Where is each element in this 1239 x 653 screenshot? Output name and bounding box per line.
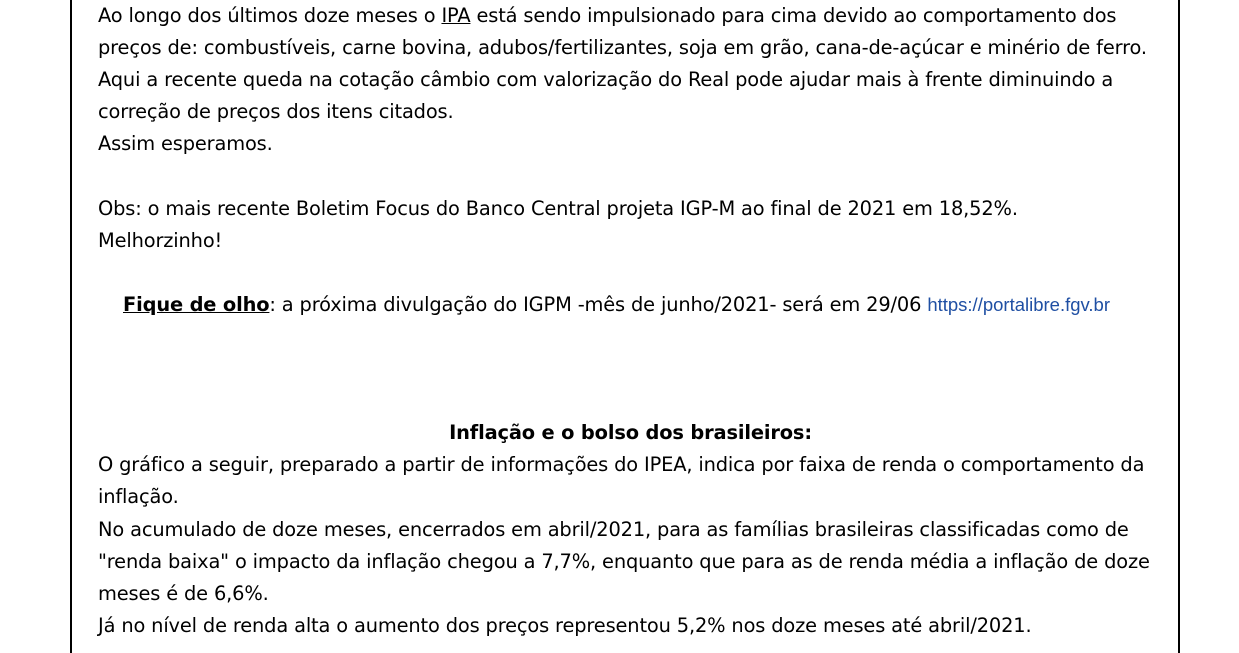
spacer <box>98 353 1163 385</box>
spacer <box>98 385 1163 417</box>
watch-title: Fique de olho <box>123 292 270 316</box>
obs-line2: Melhorzinho! <box>98 228 223 252</box>
section-p3-line1: Já no nível de renda alta o aumento dos preços representou 5,2% nos doze meses até abril/2021. <box>98 613 1032 637</box>
frame-right-border <box>1178 0 1180 653</box>
document-body <box>98 0 1163 642</box>
paragraph1-line4: correção de preços dos itens citados. <box>98 100 454 124</box>
spacer <box>98 321 1163 353</box>
section-p2-line3: meses é de 6,6%. <box>98 581 269 605</box>
obs-line1: Obs: o mais recente Boletim Focus do Banco Central projeta IGP-M ao final de 2021 em 18,52%. <box>98 196 1018 220</box>
paragraph1-line1 <box>98 0 1163 32</box>
spacer <box>98 160 1163 192</box>
frame-left-border <box>70 0 72 653</box>
portalibre-link[interactable]: https://portalibre.fgv.br <box>927 293 1110 315</box>
paragraph1-line3: Aqui a recente queda na cotação câmbio com valorização do Real pode ajudar mais à frente diminuindo a <box>98 68 1114 92</box>
paragraph1-line2: preços de: combustíveis, carne bovina, adubos/fertilizantes, soja em grão, cana-de-açúcar e minério de ferro. <box>98 36 1147 60</box>
section-title: Inflação e o bolso dos brasileiros: <box>449 421 812 445</box>
section-p2-line2: "renda baixa" o impacto da inflação chegou a 7,7%, enquanto que para as de renda média a inflação de doze <box>98 549 1150 573</box>
section-p2-line1: No acumulado de doze meses, encerrados em abril/2021, para as famílias brasileiras classificadas como de <box>98 517 1129 541</box>
paragraph1-line1-end: está sendo impulsionado para cima devido ao comportamento dos <box>470 4 1117 27</box>
watch-text: : a próxima divulgação do IGPM -mês de junho/2021- será em 29/06 <box>269 292 922 316</box>
paragraph1-line5: Assim esperamos. <box>98 132 273 156</box>
section-p1-line1: O gráfico a seguir, preparado a partir de informações do IPEA, indica por faixa de renda o comportamento da <box>98 453 1145 477</box>
spacer <box>98 257 1163 289</box>
section-p1-line2: inflação. <box>98 485 179 509</box>
paragraph1-line1-start: Ao longo dos últimos doze meses o <box>98 4 442 27</box>
watch-line <box>98 289 1163 321</box>
ipa-term: IPA <box>441 4 471 27</box>
